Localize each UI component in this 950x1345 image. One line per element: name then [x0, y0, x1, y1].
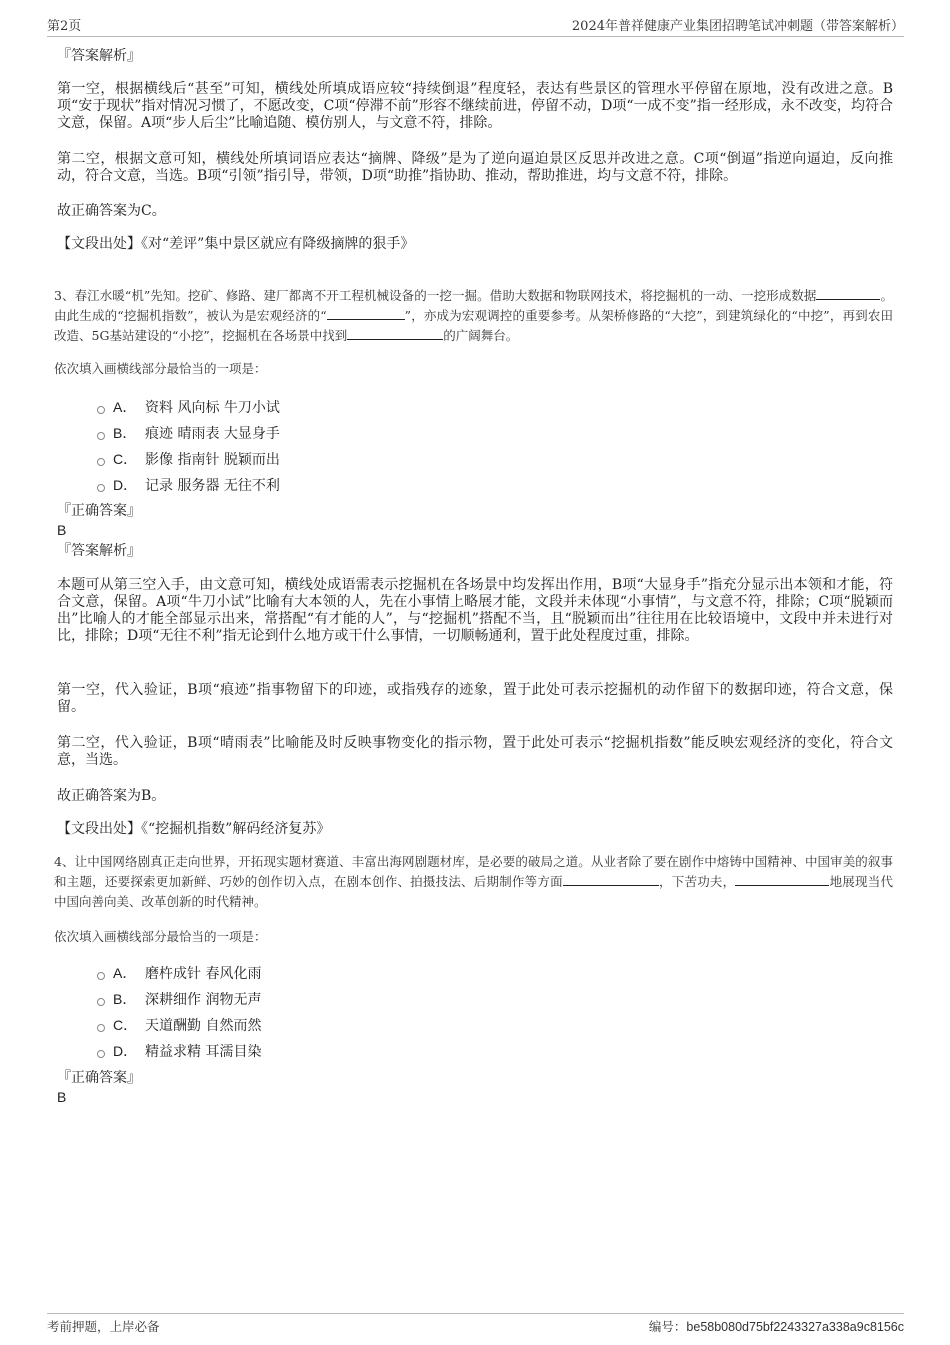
q3-option-d[interactable]: D． 记录 服务器 无往不利 — [97, 472, 893, 498]
q2-analysis-paragraph-2: 第二空，根据文意可知，横线处所填词语应表达“摘牌、降级”是为了逆向逼迫景区反思并改进之意。C项“倒逼”指逆向逼迫，反向推动，符合文意，当选。B项“引领”指引导，带领，D项“助推”指协助、推动，帮助推进，均与文意不符，排除。 — [57, 151, 893, 184]
q3-analysis-label: 『答案解析』 — [57, 543, 141, 559]
q2-analysis-paragraph-1: 第一空，根据横线后“甚至”可知，横线处所填成语应较“持续倒退”程度轻，表达有些景区的管理水平停留在原地，没有改进之意。B项“安于现状”指对情况习惯了，不愿改变，C项“停滞不前”形容不继续前进，停留不动，D项“一成不变”指一经形成，永不改变，均符合文意，保留。A项“步人后尘”比喻追随、模仿别人，与文意不符，排除。 — [57, 81, 893, 131]
radio-icon[interactable] — [97, 972, 105, 980]
radio-icon[interactable] — [97, 998, 105, 1006]
q4-option-a[interactable]: A． 磨杵成针 春风化雨 — [97, 960, 893, 986]
radio-icon[interactable] — [97, 484, 105, 492]
blank-1 — [816, 286, 880, 300]
q2-conclusion: 故正确答案为C。 — [57, 203, 166, 219]
q4-prompt: 依次填入画横线部分最恰当的一项是： — [54, 929, 267, 944]
q3-option-c[interactable]: C． 影像 指南针 脱颖而出 — [97, 446, 893, 472]
q3-options — [57, 394, 893, 498]
q4-option-d[interactable]: D． 精益求精 耳濡目染 — [97, 1038, 893, 1064]
q4-answer-label: 『正确答案』 — [57, 1070, 141, 1086]
q3-analysis-paragraph-3: 第二空，代入验证，B项“晴雨表”比喻能及时反映事物变化的指示物，置于此处可表示“挖掘机指数”能反映宏观经济的变化，符合文意，当选。 — [57, 735, 893, 768]
q3-option-b[interactable]: B． 痕迹 晴雨表 大显身手 — [97, 420, 893, 446]
document-title: 2024年普祥健康产业集团招聘笔试冲刺题（带答案解析） — [571, 19, 904, 34]
q4-option-b[interactable]: B． 深耕细作 润物无声 — [97, 986, 893, 1012]
page-number: 第2页 — [47, 19, 82, 34]
q4-options — [57, 960, 893, 1064]
blank-1 — [563, 872, 659, 886]
radio-icon[interactable] — [97, 432, 105, 440]
q3-stem: 3、春江水暖“机”先知。挖矿、修路、建厂都离不开工程机械设备的一挖一掘。借助大数据和物联网技术，将挖掘机的一动、一挖形成数据 。由此生成的“挖掘机指数”，被认为是宏观经济的“ ”，亦成为宏观调控的重要参考。从架桥修路的“大挖”，到建筑绿化的“中挖”，再到农田改造、5G基站建设的“小挖”，挖掘机在各场景中找到 的广阔舞台。 — [54, 288, 893, 343]
radio-icon[interactable] — [97, 458, 105, 466]
blank-2 — [327, 306, 405, 320]
page-header — [47, 14, 904, 37]
q3-analysis-paragraph-1: 本题可从第三空入手，由文意可知，横线处成语需表示挖掘机在各场景中均发挥出作用，B项“大显身手”指充分显示出本领和才能，符合文意，保留。A项“牛刀小试”比喻有大本领的人，先在小事情上略展才能，文段并未体现“小事情”，与文意不符，排除；C项“脱颖而出”比喻人的才能全部显示出来，常搭配“有才能的人”，与“挖掘机”搭配不当，且“脱颖而出”往往用在比较语境中，文段中并未进行对比，排除；D项“无往不利”指无论到什么地方或干什么事情，一切顺畅通利，置于此处程度过重，排除。 — [57, 577, 893, 644]
q3-conclusion: 故正确答案为B。 — [57, 788, 166, 804]
q2-source: 【文段出处】《对“差评”集中景区就应有降级摘牌的狠手》 — [57, 236, 415, 252]
footer-slogan: 考前押题，上岸必备 — [47, 1319, 160, 1334]
radio-icon[interactable] — [97, 1050, 105, 1058]
radio-icon[interactable] — [97, 406, 105, 414]
q3-prompt: 依次填入画横线部分最恰当的一项是： — [54, 361, 267, 376]
page-footer — [47, 1313, 904, 1337]
document-code: 编号：be58b080d75bf2243327a338a9c8156c — [648, 1319, 904, 1334]
q3-answer: B — [57, 522, 67, 538]
q4-answer: B — [57, 1089, 67, 1105]
q4-option-c[interactable]: C． 天道酬勤 自然而然 — [97, 1012, 893, 1038]
radio-icon[interactable] — [97, 1024, 105, 1032]
q2-analysis-label: 『答案解析』 — [57, 48, 141, 64]
q3-option-a[interactable]: A． 资料 风向标 牛刀小试 — [97, 394, 893, 420]
q3-answer-label: 『正确答案』 — [57, 503, 141, 519]
q4-stem: 4、让中国网络剧真正走向世界，开拓现实题材赛道、丰富出海网剧题材库，是必要的破局之道。从业者除了要在剧作中熔铸中国精神、中国审美的叙事和主题，还要探索更加新鲜、巧妙的创作切入点，在剧本创作、拍摄技法、后期制作等方面 ，下苦功夫， 地展现当代中国向善向美、改革创新的时代精神。 — [54, 854, 893, 909]
blank-2 — [735, 872, 829, 886]
q3-source: 【文段出处】《“挖掘机指数”解码经济复苏》 — [57, 821, 331, 837]
blank-3 — [347, 326, 443, 340]
q3-analysis-paragraph-2: 第一空，代入验证，B项“痕迹”指事物留下的印迹，或指残存的迹象，置于此处可表示挖掘机的动作留下的数据印迹，符合文意，保留。 — [57, 682, 893, 715]
